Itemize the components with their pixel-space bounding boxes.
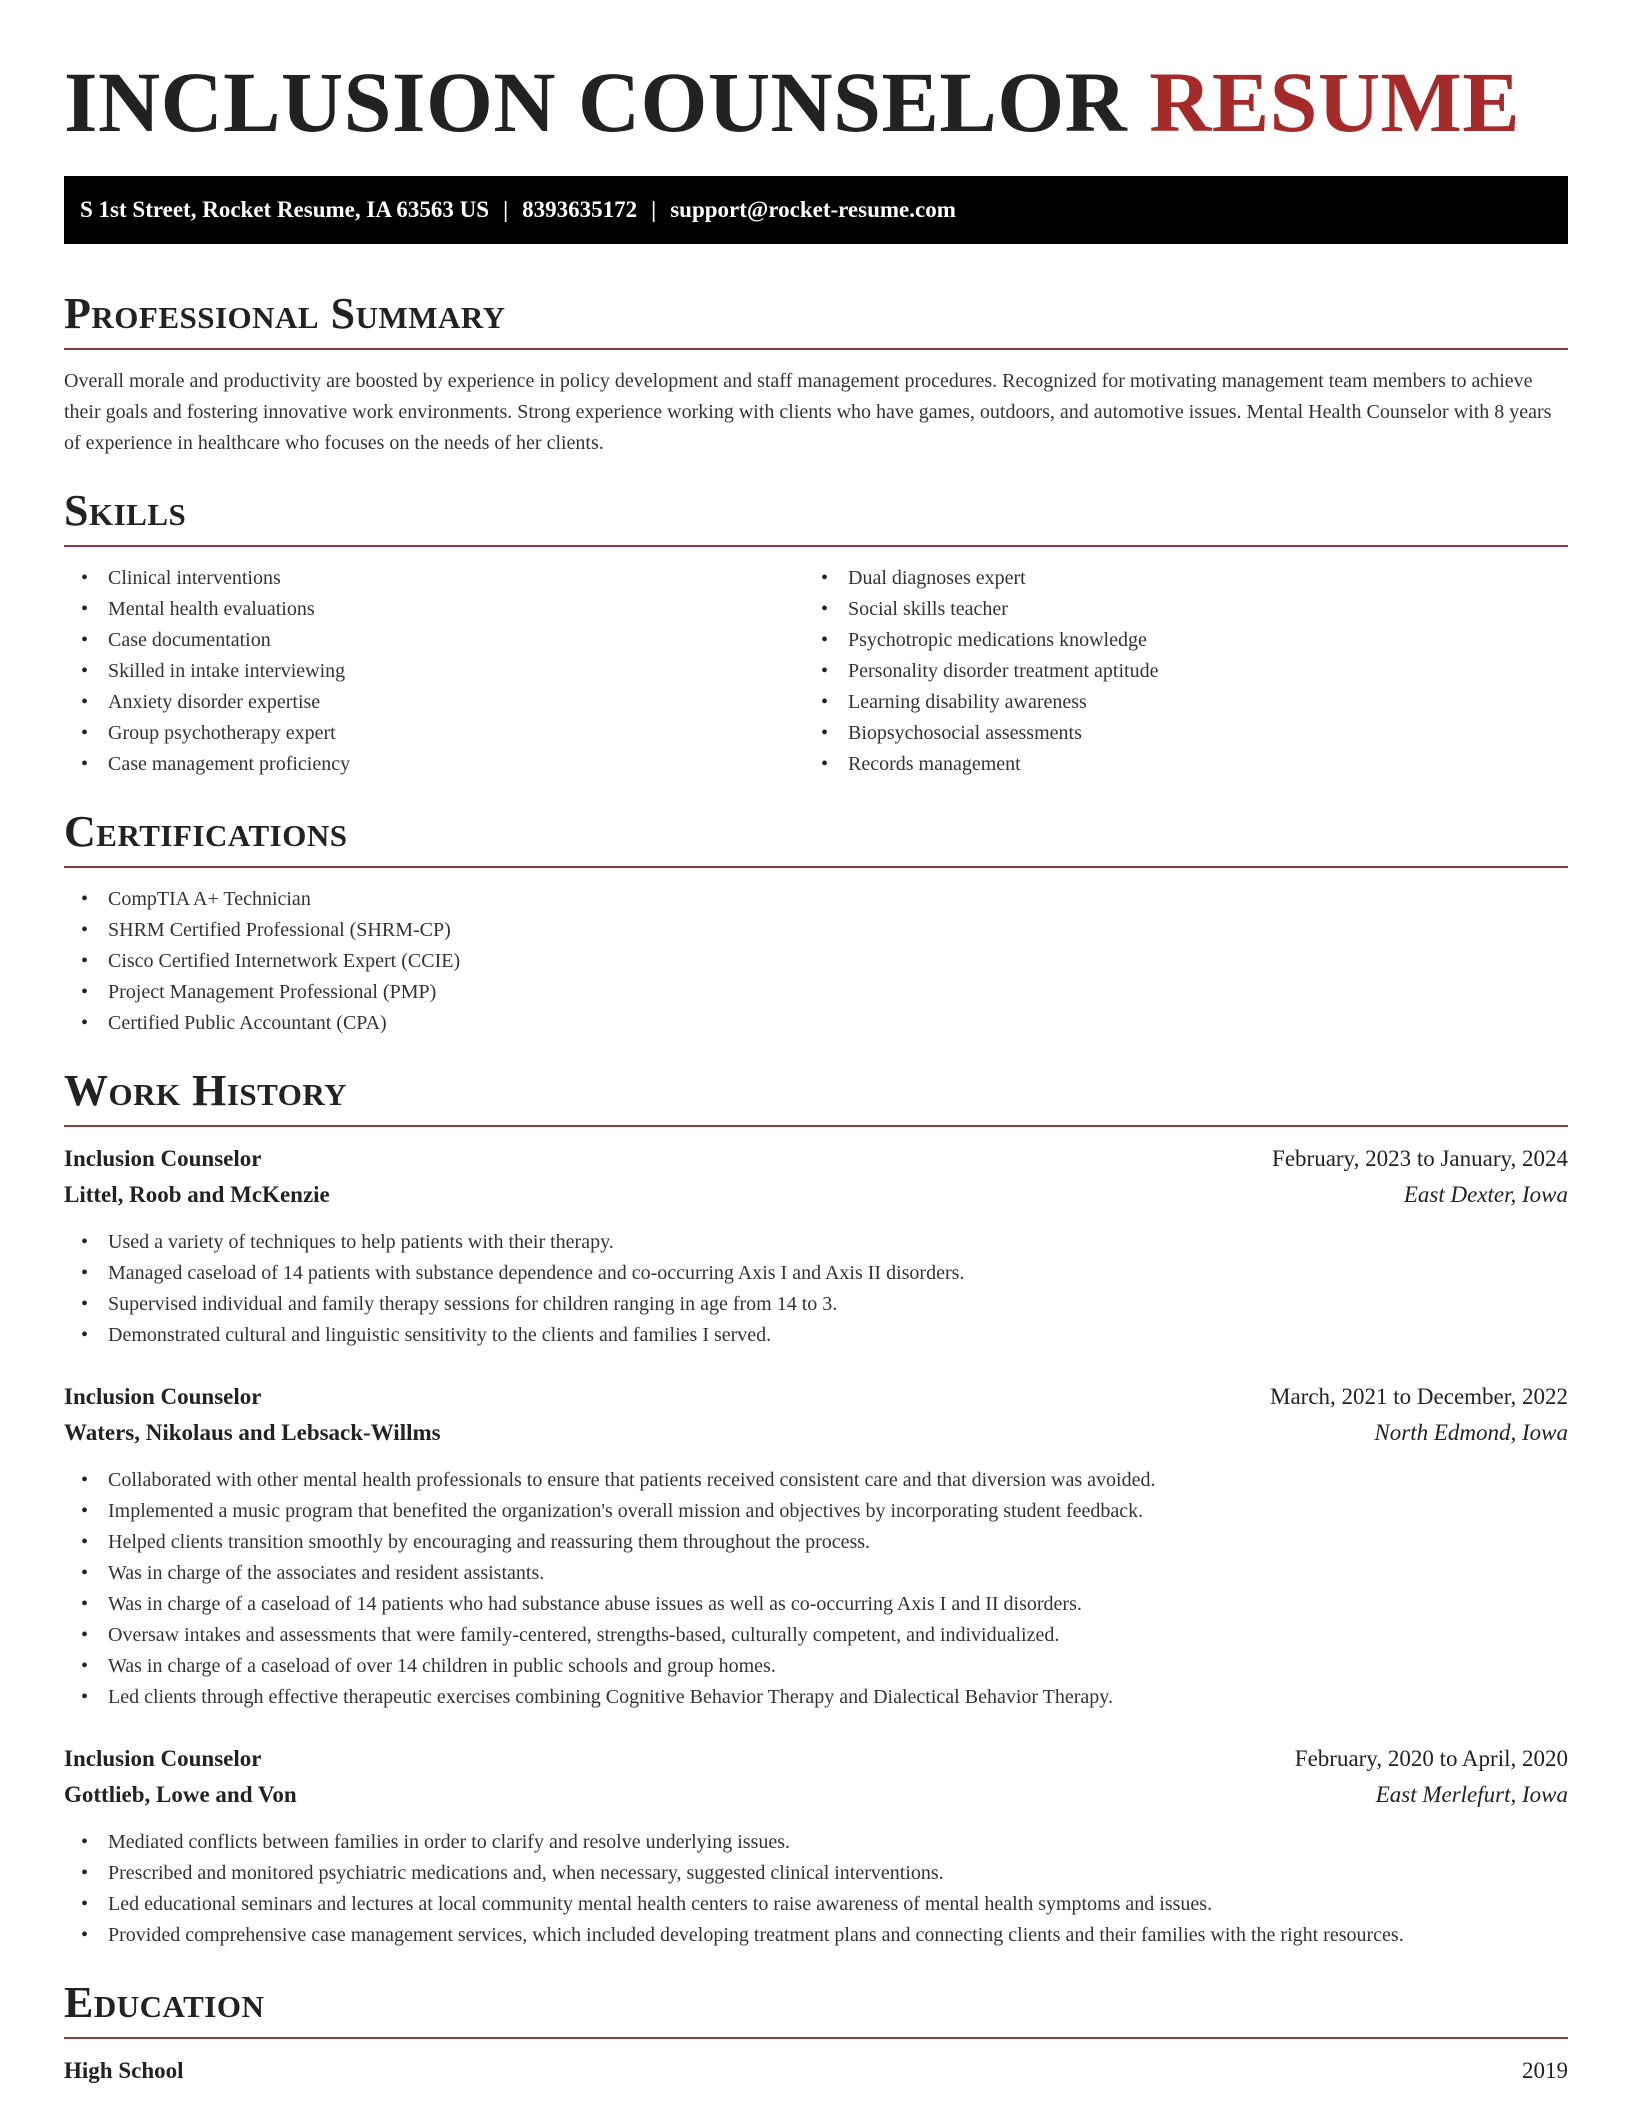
job-company: Gottlieb, Lowe and Von [64,1782,297,1807]
certification-item: • CompTIA A+ Technician [64,884,1568,915]
skill-item: • Mental health evaluations [64,594,804,625]
skill-item: • Clinical interventions [64,563,804,594]
contact-bar [64,176,1568,244]
job-dates: March, 2021 to December, 2022 [1270,1384,1568,1409]
skill-item: • Anxiety disorder expertise [64,687,804,718]
education-degree: High School [64,2058,184,2083]
title-accent: RESUME [1149,54,1521,150]
job-dates: February, 2023 to January, 2024 [1272,1146,1568,1171]
job-subheader [64,1777,1568,1813]
education-header [64,2053,1568,2089]
job-duty: • Oversaw intakes and assessments that were family-centered, strengths-based, culturally competent, and individualized. [64,1620,1568,1651]
job-duty: • Collaborated with other mental health professionals to ensure that patients received consistent care and that diversion was avoided. [64,1465,1568,1496]
job-entry [64,1379,1568,1713]
skill-item: • Dual diagnoses expert [804,563,1544,594]
job-duty: • Led educational seminars and lectures at local community mental health centers to raise awareness of mental health symptoms and issues. [64,1889,1568,1920]
education-year: 2019 [1522,2058,1568,2083]
certifications-heading: Certifications [64,807,348,856]
work-history-section [64,1065,1568,1951]
job-duty: • Managed caseload of 14 patients with substance dependence and co-occurring Axis I and Axis II disorders. [64,1258,1568,1289]
job-company: Waters, Nikolaus and Lebsack-Willms [64,1420,441,1445]
job-header [64,1379,1568,1415]
contact-separator: | [651,197,657,222]
skill-item: • Learning disability awareness [804,687,1544,718]
job-location: East Merlefurt, Iowa [1375,1782,1568,1807]
skill-item: • Skilled in intake interviewing [64,656,804,687]
certifications-section [64,806,1568,1039]
certification-item: • Certified Public Accountant (CPA) [64,1008,1568,1039]
job-duty: • Was in charge of a caseload of 14 patients who had substance abuse issues as well as co-occurring Axis I and II disorders. [64,1589,1568,1620]
job-duties [64,1465,1568,1713]
job-dates: February, 2020 to April, 2020 [1294,1746,1568,1771]
contact-separator: | [503,197,509,222]
contact-address: S 1st Street, Rocket Resume, IA 63563 US [80,197,490,222]
certifications-list [64,884,1568,1039]
job-location: North Edmond, Iowa [1374,1420,1568,1445]
education-section [64,1977,1568,2089]
education-heading: Education [64,1978,265,2027]
job-title: Inclusion Counselor [64,1384,262,1409]
certification-item: • SHRM Certified Professional (SHRM-CP) [64,915,1568,946]
job-title: Inclusion Counselor [64,1746,262,1771]
certification-item: • Cisco Certified Internetwork Expert (CCIE) [64,946,1568,977]
job-title: Inclusion Counselor [64,1146,262,1171]
section-divider [64,2037,1568,2039]
skill-item: • Records management [804,749,1544,780]
job-header [64,1741,1568,1777]
job-duty: • Demonstrated cultural and linguistic sensitivity to the clients and families I served. [64,1320,1568,1351]
job-duties [64,1827,1568,1951]
skills-list-right [804,563,1544,780]
skill-item: • Personality disorder treatment aptitude [804,656,1544,687]
summary-section [64,288,1568,459]
job-duty: • Provided comprehensive case management services, which included developing treatment plans and connecting clients and their families with the right resources. [64,1920,1568,1951]
job-duty: • Prescribed and monitored psychiatric medications and, when necessary, suggested clinical interventions. [64,1858,1568,1889]
job-subheader [64,1177,1568,1213]
contact-email: support@rocket-resume.com [670,197,956,222]
skills-list-left [64,563,804,780]
skill-item: • Case management proficiency [64,749,804,780]
section-divider [64,866,1568,868]
job-duty: • Was in charge of a caseload of over 14 children in public schools and group homes. [64,1651,1568,1682]
certification-item: • Project Management Professional (PMP) [64,977,1568,1008]
contact-phone: 8393635172 [522,197,638,222]
education-entry [64,2053,1568,2089]
job-duties [64,1227,1568,1351]
skill-item: • Group psychotherapy expert [64,718,804,749]
job-duty: • Helped clients transition smoothly by encouraging and reassuring them throughout the process. [64,1527,1568,1558]
job-header [64,1141,1568,1177]
title-main: INCLUSION COUNSELOR [64,54,1128,150]
section-divider [64,348,1568,350]
job-duty: • Implemented a music program that benefited the organization's overall mission and objectives by incorporating student feedback. [64,1496,1568,1527]
job-entry [64,1141,1568,1351]
job-duty: • Used a variety of techniques to help patients with their therapy. [64,1227,1568,1258]
work-history-heading: Work History [64,1066,348,1115]
job-duty: • Supervised individual and family therapy sessions for children ranging in age from 14 to 3. [64,1289,1568,1320]
skill-item: • Case documentation [64,625,804,656]
job-duty: • Mediated conflicts between families in order to clarify and resolve underlying issues. [64,1827,1568,1858]
job-company: Littel, Roob and McKenzie [64,1182,330,1207]
summary-text: Overall morale and productivity are boosted by experience in policy development and staff management procedures. Recognized for motivating management team members to achieve their goals and fostering innovative work environments. Strong experience working with clients who have games, outdoors, and automotive issues. Mental Health Counselor with 8 years of experience in healthcare who focuses on the needs of her clients. [64,370,1552,454]
skills-grid [64,547,1568,780]
resume-title [64,52,1568,152]
job-location: East Dexter, Iowa [1403,1182,1568,1207]
skills-heading: Skills [64,486,187,535]
job-duty: • Was in charge of the associates and resident assistants. [64,1558,1568,1589]
section-divider [64,1125,1568,1127]
summary-heading: Professional Summary [64,289,506,338]
skill-item: • Social skills teacher [804,594,1544,625]
job-duty: • Led clients through effective therapeutic exercises combining Cognitive Behavior Therapy and Dialectical Behavior Therapy. [64,1682,1568,1713]
job-entry [64,1741,1568,1951]
job-subheader [64,1415,1568,1451]
skill-item: • Psychotropic medications knowledge [804,625,1544,656]
skills-section [64,485,1568,780]
skill-item: • Biopsychosocial assessments [804,718,1544,749]
